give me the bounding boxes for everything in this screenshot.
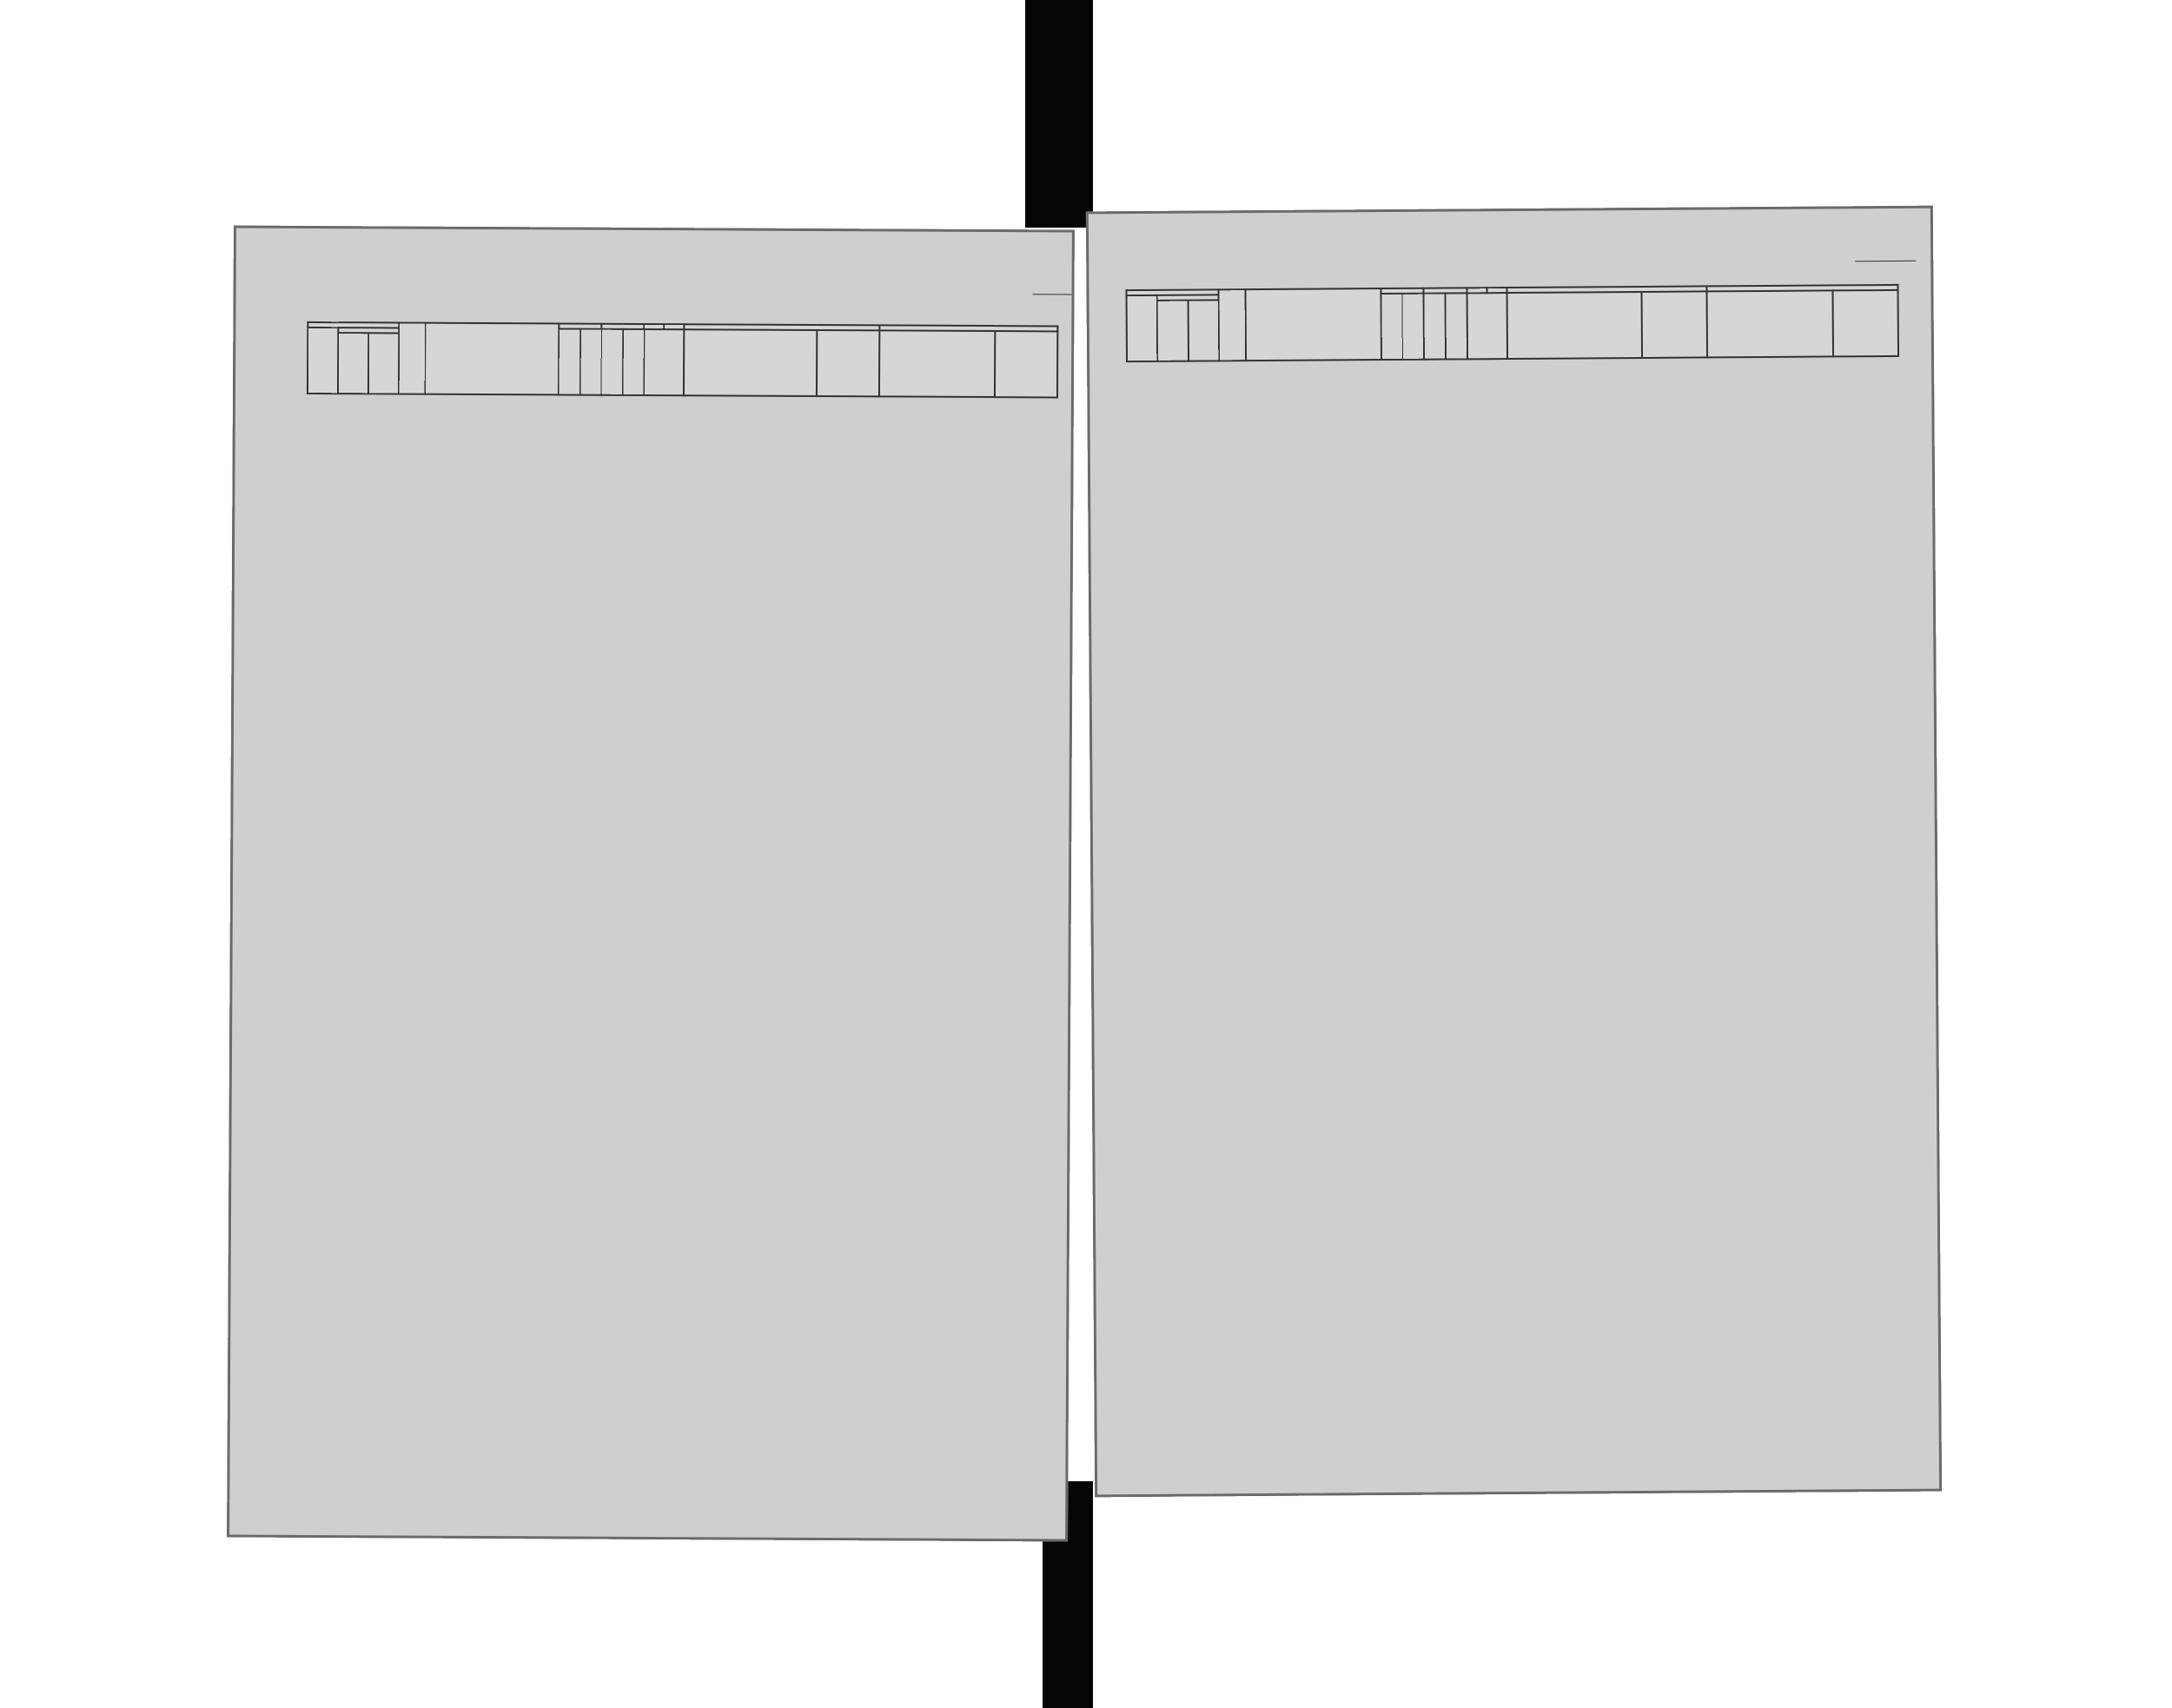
birth-register-table xyxy=(1125,284,1899,362)
nomen-header xyxy=(425,323,559,395)
parentes-conditio-header xyxy=(1642,291,1707,358)
patrini-nomen-header xyxy=(1707,290,1834,357)
nomen-header xyxy=(1245,288,1381,361)
puella-header xyxy=(1446,293,1467,359)
numerus-domus-header xyxy=(1218,289,1246,361)
legitimi-header xyxy=(1467,288,1487,293)
natus-header xyxy=(338,333,368,394)
aut-alia-header xyxy=(580,329,602,395)
puer-header xyxy=(1424,294,1446,360)
legitimi-header xyxy=(645,324,665,329)
thori-header xyxy=(644,329,683,395)
nr-posit-header xyxy=(1127,295,1158,361)
numerus-domus-header xyxy=(399,322,426,394)
patrini-conditio-header xyxy=(1833,290,1898,357)
baptisatus-header xyxy=(368,333,399,394)
puella-header xyxy=(623,329,645,395)
patrini-conditio-header xyxy=(995,331,1057,397)
scanner-bar-top xyxy=(1025,0,1093,228)
parentes-conditio-header xyxy=(817,330,879,396)
baptisatus-header xyxy=(1188,300,1219,361)
puer-header xyxy=(601,329,623,395)
left-page xyxy=(227,225,1075,1541)
illegitimi-header xyxy=(664,324,684,329)
thori-header xyxy=(1467,293,1507,359)
nr-posit-header xyxy=(308,328,338,394)
patrini-nomen-header xyxy=(879,330,996,397)
parentes-nomen-header xyxy=(683,329,817,396)
parentes-nomen-header xyxy=(1506,292,1642,359)
catholica-header xyxy=(559,328,580,394)
right-page xyxy=(1086,206,1942,1498)
pag-line xyxy=(1033,294,1072,295)
catholica-header xyxy=(1381,294,1402,360)
birth-register-table xyxy=(307,321,1058,399)
natus-header xyxy=(1157,301,1189,361)
aut-alia-header xyxy=(1402,294,1424,360)
illegitimi-header xyxy=(1487,288,1506,293)
